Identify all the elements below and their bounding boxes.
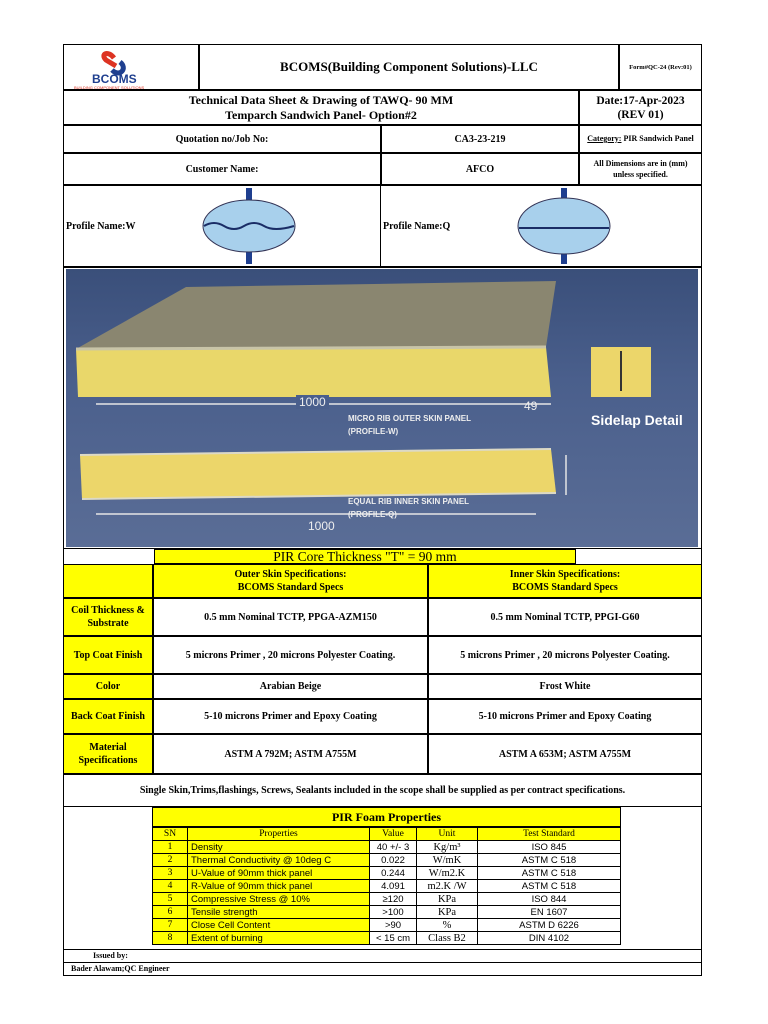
- cell-sn: 5: [153, 893, 188, 906]
- cell-sn: 2: [153, 854, 188, 867]
- cell-unit: %: [417, 919, 478, 932]
- cell-value: 4.091: [370, 880, 417, 893]
- table-row: [153, 854, 621, 867]
- inner-label-2: (PROFILE-Q): [348, 510, 397, 519]
- cell-standard: DIN 4102: [478, 932, 621, 945]
- cell-unit: Kg/m³: [417, 841, 478, 854]
- foam-properties-table: [152, 827, 621, 945]
- dimensions-note: All Dimensions are in (mm) unless specified.: [579, 153, 702, 185]
- dim-top-label: 1000: [296, 395, 329, 409]
- logo-cell: [63, 44, 199, 90]
- cell-property: Thermal Conductivity @ 10deg C: [188, 854, 370, 867]
- cell-standard: EN 1607: [478, 906, 621, 919]
- cell-unit: W/m2.K: [417, 867, 478, 880]
- cell-property: Extent of burning: [188, 932, 370, 945]
- cell-property: Tensile strength: [188, 906, 370, 919]
- issue-date: Date:17-Apr-2023: [596, 94, 685, 107]
- table-row: [153, 893, 621, 906]
- spec-outer-topcoat: 5 microns Primer , 20 microns Polyester Coating.: [153, 636, 428, 674]
- quotation-label: Quotation no/Job No:: [63, 125, 381, 153]
- cell-property: Density: [188, 841, 370, 854]
- spec-outer-coil: 0.5 mm Nominal TCTP, PPGA-AZM150: [153, 598, 428, 636]
- cell-standard: ISO 844: [478, 893, 621, 906]
- cell-standard: ASTM D 6226: [478, 919, 621, 932]
- table-row: [153, 906, 621, 919]
- document-title: [63, 90, 579, 125]
- cell-property: R-Value of 90mm thick panel: [188, 880, 370, 893]
- dim-side-label: 49: [524, 399, 538, 413]
- outer-label-1: MICRO RIB OUTER SKIN PANEL: [348, 414, 471, 423]
- scope-note: Single Skin,Trims,flashings, Screws, Sealants included in the scope shall be supplied as per contract specifications.: [63, 774, 702, 807]
- spec-inner-color: Frost White: [428, 674, 702, 699]
- cell-sn: 8: [153, 932, 188, 945]
- table-row: [153, 919, 621, 932]
- issued-by-label: Issued by:: [93, 951, 128, 960]
- spec-outer-backcoat: 5-10 microns Primer and Epoxy Coating: [153, 699, 428, 734]
- drawing-frame: [63, 267, 702, 549]
- spec-inner-topcoat: 5 microns Primer , 20 microns Polyester Coating.: [428, 636, 702, 674]
- spec-label-coil: Coil Thickness & Substrate: [63, 598, 153, 636]
- cell-sn: 7: [153, 919, 188, 932]
- title-line-2: Temparch Sandwich Panel- Option#2: [225, 107, 417, 122]
- inner-spec-header-1: Inner Skin Specifications:: [509, 569, 621, 580]
- header-unit: Unit: [417, 828, 478, 841]
- category-label: Category:: [587, 134, 622, 143]
- cell-standard: ASTM C 518: [478, 880, 621, 893]
- cell-unit: KPa: [417, 906, 478, 919]
- spec-header-blank: [63, 564, 153, 598]
- logo-text: BCOMS: [92, 72, 137, 86]
- outer-spec-header: [153, 564, 428, 598]
- header-value: Value: [370, 828, 417, 841]
- profile-q-icon: [515, 188, 613, 264]
- category-value: PIR Sandwich Panel: [623, 134, 694, 143]
- cell-value: ≥120: [370, 893, 417, 906]
- cell-sn: 1: [153, 841, 188, 854]
- spec-inner-material: ASTM A 653M; ASTM A755M: [428, 734, 702, 774]
- outer-spec-header-2: BCOMS Standard Specs: [237, 582, 344, 593]
- data-sheet: [63, 44, 702, 976]
- table-row: [153, 867, 621, 880]
- title-line-1: Technical Data Sheet & Drawing of TAWQ- 90 MM: [188, 92, 454, 107]
- spec-label-material: Material Specifications: [63, 734, 153, 774]
- table-row: [153, 841, 621, 854]
- cell-sn: 3: [153, 867, 188, 880]
- cell-value: 0.244: [370, 867, 417, 880]
- customer-value: AFCO: [381, 153, 579, 185]
- inner-spec-header-2: BCOMS Standard Specs: [512, 582, 618, 593]
- revision: (REV 01): [617, 108, 664, 121]
- cell-value: >100: [370, 906, 417, 919]
- outer-spec-header-1: Outer Skin Specifications:: [234, 569, 347, 580]
- table-row: [153, 932, 621, 945]
- spec-inner-backcoat: 5-10 microns Primer and Epoxy Coating: [428, 699, 702, 734]
- category-cell: [579, 125, 702, 153]
- form-number: Form#QC-24 (Rev:01): [619, 44, 702, 90]
- profile-w-icon: [200, 188, 298, 264]
- spec-label-topcoat: Top Coat Finish: [63, 636, 153, 674]
- footer-divider-2: [63, 962, 702, 963]
- cell-value: >90: [370, 919, 417, 932]
- sidelap-label: Sidelap Detail: [591, 412, 683, 428]
- header-properties: Properties: [188, 828, 370, 841]
- cell-unit: Class B2: [417, 932, 478, 945]
- footer-divider: [63, 949, 702, 950]
- date-cell: [579, 90, 702, 125]
- cell-value: 0.022: [370, 854, 417, 867]
- cell-sn: 4: [153, 880, 188, 893]
- profile-q-label: Profile Name:Q: [383, 221, 451, 232]
- table-header-row: [153, 828, 621, 841]
- cell-value: 40 +/- 3: [370, 841, 417, 854]
- issuer-name: Bader Alawam;QC Engineer: [71, 964, 170, 973]
- cell-standard: ASTM C 518: [478, 854, 621, 867]
- spec-label-color: Color: [63, 674, 153, 699]
- outer-label-2: (PROFILE-W): [348, 427, 399, 436]
- logo-subtext: BUILDING COMPONENT SOLUTIONS: [74, 85, 145, 90]
- cell-sn: 6: [153, 906, 188, 919]
- header-sn: SN: [153, 828, 188, 841]
- cell-standard: ISO 845: [478, 841, 621, 854]
- cell-unit: W/mK: [417, 854, 478, 867]
- cell-value: < 15 cm: [370, 932, 417, 945]
- profiles-divider: [380, 185, 381, 267]
- cell-property: Compressive Stress @ 10%: [188, 893, 370, 906]
- cell-standard: ASTM C 518: [478, 867, 621, 880]
- spec-outer-color: Arabian Beige: [153, 674, 428, 699]
- inner-label-1: EQUAL RIB INNER SKIN PANEL: [348, 497, 470, 506]
- cell-unit: m2.K /W: [417, 880, 478, 893]
- spec-label-backcoat: Back Coat Finish: [63, 699, 153, 734]
- cell-property: U-Value of 90mm thick panel: [188, 867, 370, 880]
- customer-label: Customer Name:: [63, 153, 381, 185]
- spec-inner-coil: 0.5 mm Nominal TCTP, PPGI-G60: [428, 598, 702, 636]
- foam-title: PIR Foam Properties: [152, 807, 621, 827]
- spec-outer-material: ASTM A 792M; ASTM A755M: [153, 734, 428, 774]
- table-row: [153, 880, 621, 893]
- profile-w-label: Profile Name:W: [66, 221, 136, 232]
- cell-property: Close Cell Content: [188, 919, 370, 932]
- inner-spec-header: [428, 564, 702, 598]
- header-test-standard: Test Standard: [478, 828, 621, 841]
- quotation-value: CA3-23-219: [381, 125, 579, 153]
- dim-bottom-label: 1000: [308, 519, 335, 533]
- core-thickness: PIR Core Thickness "T" = 90 mm: [154, 549, 576, 564]
- cell-unit: KPa: [417, 893, 478, 906]
- company-name: BCOMS(Building Component Solutions)-LLC: [199, 44, 619, 90]
